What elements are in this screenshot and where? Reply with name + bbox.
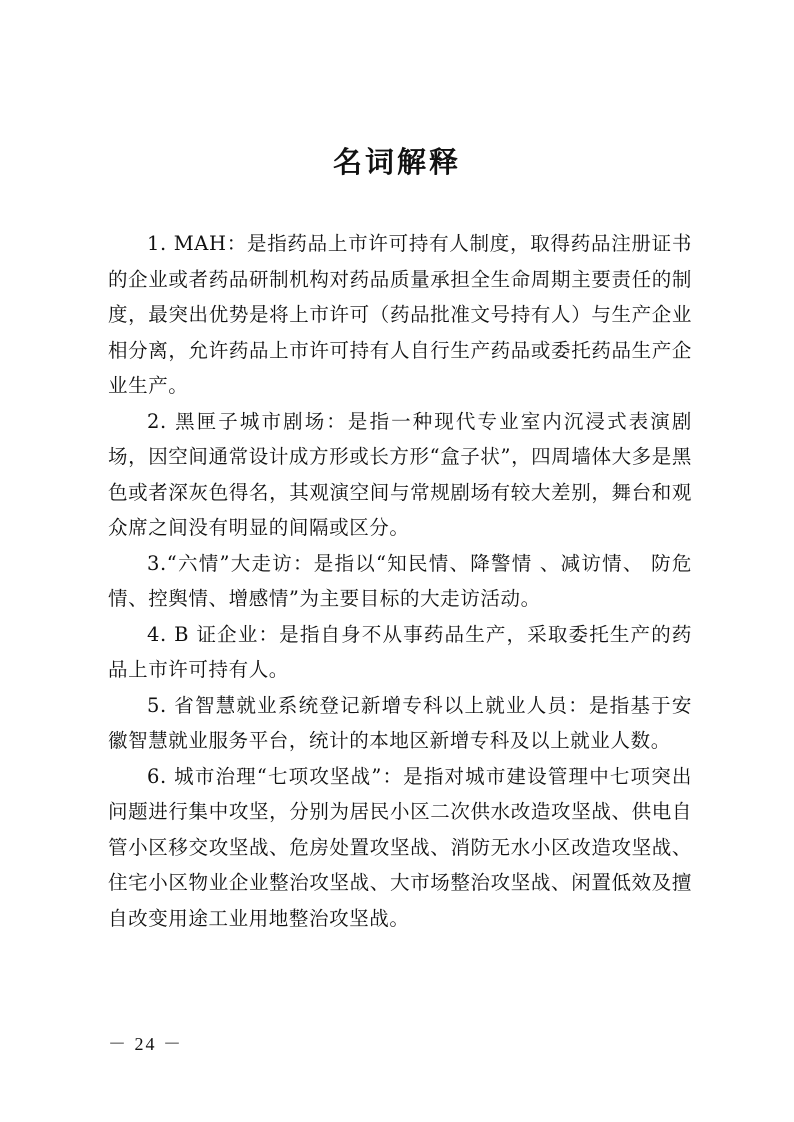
glossary-entry-4: 4. B 证企业：是指自身不从事药品生产，采取委托生产的药品上市许可持有人。 xyxy=(108,622,692,681)
glossary-body xyxy=(108,226,692,936)
glossary-entry-6: 6. 城市治理“七项攻坚战”：是指对城市建设管理中七项突出问题进行集中攻坚，分别为居民小区二次供水改造攻坚战、供电自管小区移交攻坚战、危房处置攻坚战、消防无水小区改造攻坚战、住宅小区物业企业整治攻坚战、大市场整治攻坚战、闲置低效及擅自改变用途工业用地整治攻坚战。 xyxy=(108,764,692,930)
glossary-entry-5: 5. 省智慧就业系统登记新增专科以上就业人员：是指基于安徽智慧就业服务平台，统计的本地区新增专科及以上就业人数。 xyxy=(108,693,692,752)
glossary-entry-3: 3.“六情”大走访：是指以“知民情、降警情 、减访情、 防危情、控舆情、增感情”为主要目标的大走访活动。 xyxy=(108,551,692,610)
glossary-entry-1: 1. MAH：是指药品上市许可持有人制度，取得药品注册证书的企业或者药品研制机构对药品质量承担全生命周期主要责任的制度，最突出优势是将上市许可（药品批准文号持有人）与生产企业相分离，允许药品上市许可持有人自行生产药品或委托药品生产企业生产。 xyxy=(108,232,692,397)
glossary-entry-2: 2. 黑匣子城市剧场：是指一种现代专业室内沉浸式表演剧场，因空间通常设计成方形或长方形“盒子状”，四周墙体大多是黑色或者深灰色得名，其观演空间与常规剧场有较大差别，舞台和观众席之间没有明显的间隔或区分。 xyxy=(108,409,692,539)
page-title: 名词解释 xyxy=(332,145,461,179)
page-number: － 24 － xyxy=(108,1034,183,1054)
